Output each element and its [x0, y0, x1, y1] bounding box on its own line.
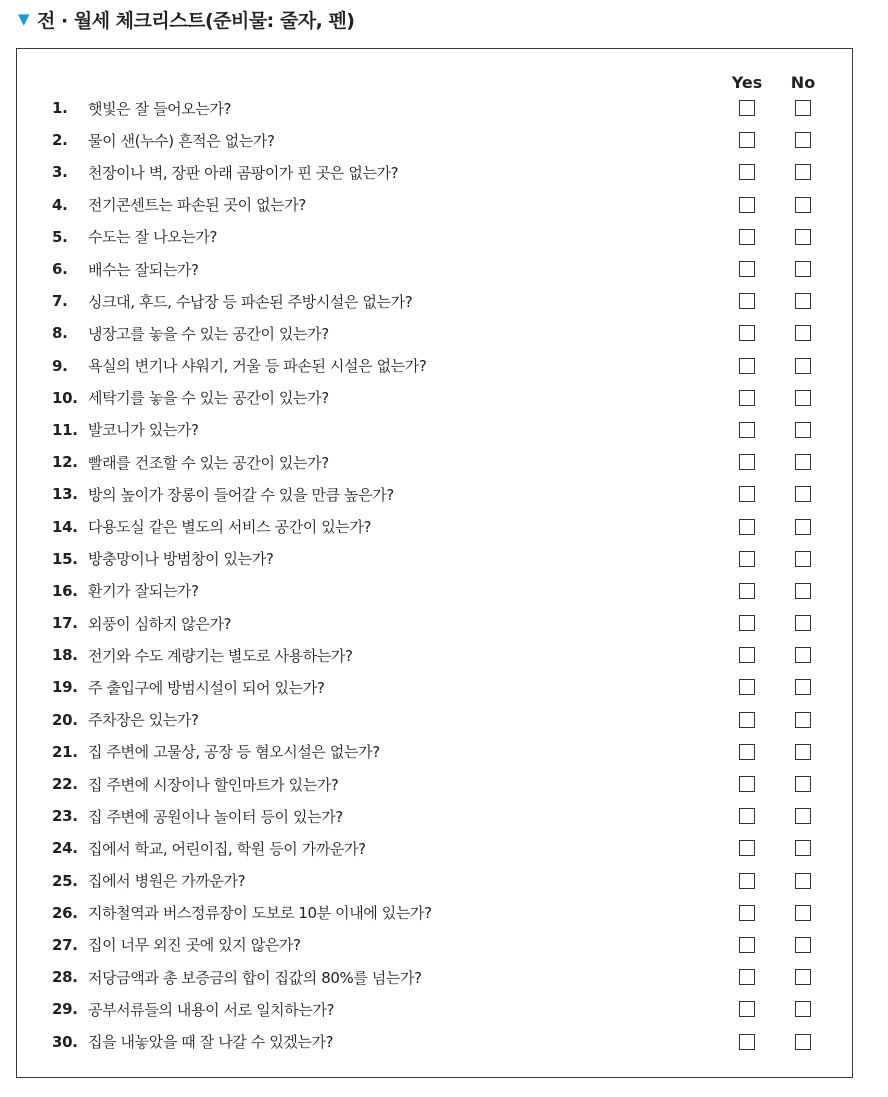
no-checkbox[interactable]: [795, 1001, 811, 1017]
item-question: 방충망이나 방범창이 있는가?: [88, 550, 274, 569]
item-question: 발코니가 있는가?: [88, 421, 199, 440]
yes-checkbox[interactable]: [739, 1001, 755, 1017]
item-question: 집을 내놓았을 때 잘 나갈 수 있겠는가?: [88, 1033, 334, 1052]
yes-checkbox[interactable]: [739, 712, 755, 728]
item-question: 주 출입구에 방범시설이 되어 있는가?: [88, 678, 325, 697]
no-checkbox[interactable]: [795, 261, 811, 277]
item-question: 집 주변에 시장이나 할인마트가 있는가?: [88, 775, 339, 794]
item-question: 빨래를 건조할 수 있는 공간이 있는가?: [88, 453, 329, 472]
no-column-header: No: [790, 73, 816, 92]
yes-checkbox[interactable]: [739, 358, 755, 374]
no-checkbox[interactable]: [795, 551, 811, 567]
item-number: 12.: [52, 453, 78, 472]
item-question: 집 주변에 고물상, 공장 등 혐오시설은 없는가?: [88, 743, 380, 762]
no-checkbox[interactable]: [795, 486, 811, 502]
no-checkbox[interactable]: [795, 100, 811, 116]
triangle-down-icon: ▼: [18, 10, 30, 28]
item-number: 5.: [52, 227, 68, 246]
checklist-item: [0, 575, 888, 607]
checklist-item: [0, 92, 888, 124]
item-question: 방의 높이가 장롱이 들어갈 수 있을 만큼 높은가?: [88, 485, 394, 504]
no-checkbox[interactable]: [795, 325, 811, 341]
checklist-item: [0, 221, 888, 253]
item-number: 20.: [52, 710, 78, 729]
no-checkbox[interactable]: [795, 422, 811, 438]
yes-checkbox[interactable]: [739, 937, 755, 953]
no-checkbox[interactable]: [795, 744, 811, 760]
checklist-item: [0, 156, 888, 188]
no-checkbox[interactable]: [795, 873, 811, 889]
item-question: 외풍이 심하지 않은가?: [88, 614, 232, 633]
checklist-item: [0, 832, 888, 864]
item-question: 냉장고를 놓을 수 있는 공간이 있는가?: [88, 324, 329, 343]
checklist-item: [0, 350, 888, 382]
checklist-item: [0, 543, 888, 575]
checklist-item: [0, 414, 888, 446]
item-question: 햇빛은 잘 들어오는가?: [88, 99, 232, 118]
item-question: 수도는 잘 나오는가?: [88, 228, 218, 247]
yes-checkbox[interactable]: [739, 293, 755, 309]
yes-checkbox[interactable]: [739, 744, 755, 760]
item-number: 26.: [52, 903, 78, 922]
checklist-item: [0, 865, 888, 897]
item-number: 15.: [52, 549, 78, 568]
checklist-item: [0, 510, 888, 542]
yes-checkbox[interactable]: [739, 776, 755, 792]
item-number: 11.: [52, 420, 78, 439]
no-checkbox[interactable]: [795, 937, 811, 953]
yes-checkbox[interactable]: [739, 100, 755, 116]
yes-checkbox[interactable]: [739, 905, 755, 921]
item-question: 공부서류들의 내용이 서로 일치하는가?: [88, 1000, 335, 1019]
no-checkbox[interactable]: [795, 905, 811, 921]
yes-checkbox[interactable]: [739, 969, 755, 985]
no-checkbox[interactable]: [795, 454, 811, 470]
checklist-item: [0, 961, 888, 993]
checklist-item: [0, 446, 888, 478]
item-question: 천장이나 벽, 장판 아래 곰팡이가 핀 곳은 없는가?: [88, 163, 399, 182]
item-question: 전기와 수도 계량기는 별도로 사용하는가?: [88, 646, 353, 665]
no-checkbox[interactable]: [795, 197, 811, 213]
checklist-item: [0, 800, 888, 832]
item-question: 싱크대, 후드, 수납장 등 파손된 주방시설은 없는가?: [88, 292, 413, 311]
yes-checkbox[interactable]: [739, 197, 755, 213]
item-question: 환기가 잘되는가?: [88, 582, 199, 601]
no-checkbox[interactable]: [795, 712, 811, 728]
no-checkbox[interactable]: [795, 390, 811, 406]
yes-checkbox[interactable]: [739, 647, 755, 663]
no-checkbox[interactable]: [795, 164, 811, 180]
item-question: 저당금액과 총 보증금의 합이 집값의 80%를 넘는가?: [88, 968, 422, 987]
item-number: 21.: [52, 742, 78, 761]
checklist-item: [0, 382, 888, 414]
checklist-item: [0, 639, 888, 671]
checklist-item: [0, 478, 888, 510]
item-question: 주차장은 있는가?: [88, 711, 199, 730]
checklist-item: [0, 317, 888, 349]
yes-checkbox[interactable]: [739, 1034, 755, 1050]
item-number: 29.: [52, 1000, 78, 1019]
item-number: 9.: [52, 356, 68, 375]
item-question: 세탁기를 놓을 수 있는 공간이 있는가?: [88, 389, 329, 408]
item-question: 다용도실 같은 별도의 서비스 공간이 있는가?: [88, 518, 372, 537]
item-question: 집이 너무 외진 곳에 있지 않은가?: [88, 936, 301, 955]
no-checkbox[interactable]: [795, 840, 811, 856]
item-number: 23.: [52, 807, 78, 826]
checklist-item: [0, 993, 888, 1025]
yes-checkbox[interactable]: [739, 325, 755, 341]
no-checkbox[interactable]: [795, 776, 811, 792]
yes-checkbox[interactable]: [739, 551, 755, 567]
item-number: 7.: [52, 292, 68, 311]
item-number: 18.: [52, 646, 78, 665]
checklist-item: [0, 124, 888, 156]
no-checkbox[interactable]: [795, 615, 811, 631]
yes-checkbox[interactable]: [739, 873, 755, 889]
checklist-item: [0, 285, 888, 317]
yes-checkbox[interactable]: [739, 486, 755, 502]
item-number: 2.: [52, 131, 68, 150]
yes-checkbox[interactable]: [739, 840, 755, 856]
item-number: 3.: [52, 163, 68, 182]
item-question: 전기콘센트는 파손된 곳이 없는가?: [88, 196, 306, 215]
checklist-item: [0, 704, 888, 736]
no-checkbox[interactable]: [795, 293, 811, 309]
no-checkbox[interactable]: [795, 969, 811, 985]
item-number: 1.: [52, 99, 68, 118]
item-number: 22.: [52, 775, 78, 794]
no-checkbox[interactable]: [795, 358, 811, 374]
item-question: 욕실의 변기나 샤워기, 거울 등 파손된 시설은 없는가?: [88, 357, 427, 376]
item-number: 10.: [52, 388, 78, 407]
checklist-item: [0, 929, 888, 961]
item-number: 8.: [52, 324, 68, 343]
no-checkbox[interactable]: [795, 519, 811, 535]
item-number: 25.: [52, 871, 78, 890]
item-question: 배수는 잘되는가?: [88, 260, 199, 279]
item-number: 6.: [52, 260, 68, 279]
yes-checkbox[interactable]: [739, 261, 755, 277]
checklist-item: [0, 897, 888, 929]
item-number: 30.: [52, 1032, 78, 1051]
yes-checkbox[interactable]: [739, 808, 755, 824]
no-checkbox[interactable]: [795, 647, 811, 663]
item-question: 지하철역과 버스정류장이 도보로 10분 이내에 있는가?: [88, 904, 432, 923]
yes-column-header: Yes: [731, 73, 763, 92]
item-number: 17.: [52, 614, 78, 633]
yes-checkbox[interactable]: [739, 132, 755, 148]
item-number: 4.: [52, 195, 68, 214]
yes-checkbox[interactable]: [739, 679, 755, 695]
checklist-item: [0, 607, 888, 639]
no-checkbox[interactable]: [795, 229, 811, 245]
checklist-item: [0, 1025, 888, 1057]
item-number: 28.: [52, 968, 78, 987]
checklist-title-text: 전 · 월세 체크리스트(준비물: 줄자, 펜): [37, 9, 355, 32]
checklist-item: [0, 253, 888, 285]
item-number: 27.: [52, 935, 78, 954]
no-checkbox[interactable]: [795, 679, 811, 695]
no-checkbox[interactable]: [795, 808, 811, 824]
checklist-item: [0, 671, 888, 703]
item-number: 13.: [52, 485, 78, 504]
yes-checkbox[interactable]: [739, 615, 755, 631]
checklist-items: [0, 92, 888, 1058]
item-number: 24.: [52, 839, 78, 858]
yes-checkbox[interactable]: [739, 519, 755, 535]
item-question: 집에서 병원은 가까운가?: [88, 872, 246, 891]
yes-checkbox[interactable]: [739, 583, 755, 599]
yes-checkbox[interactable]: [739, 422, 755, 438]
item-number: 16.: [52, 581, 78, 600]
item-question: 집에서 학교, 어린이집, 학원 등이 가까운가?: [88, 839, 366, 858]
yes-checkbox[interactable]: [739, 229, 755, 245]
no-checkbox[interactable]: [795, 583, 811, 599]
checklist-item: [0, 768, 888, 800]
no-checkbox[interactable]: [795, 132, 811, 148]
checklist-title: [18, 4, 354, 34]
item-number: 19.: [52, 678, 78, 697]
yes-checkbox[interactable]: [739, 164, 755, 180]
no-checkbox[interactable]: [795, 1034, 811, 1050]
item-question: 물이 샌(누수) 흔적은 없는가?: [88, 131, 275, 150]
checklist-item: [0, 189, 888, 221]
yes-checkbox[interactable]: [739, 390, 755, 406]
checklist-item: [0, 736, 888, 768]
yes-checkbox[interactable]: [739, 454, 755, 470]
item-number: 14.: [52, 517, 78, 536]
item-question: 집 주변에 공원이나 놀이터 등이 있는가?: [88, 807, 343, 826]
